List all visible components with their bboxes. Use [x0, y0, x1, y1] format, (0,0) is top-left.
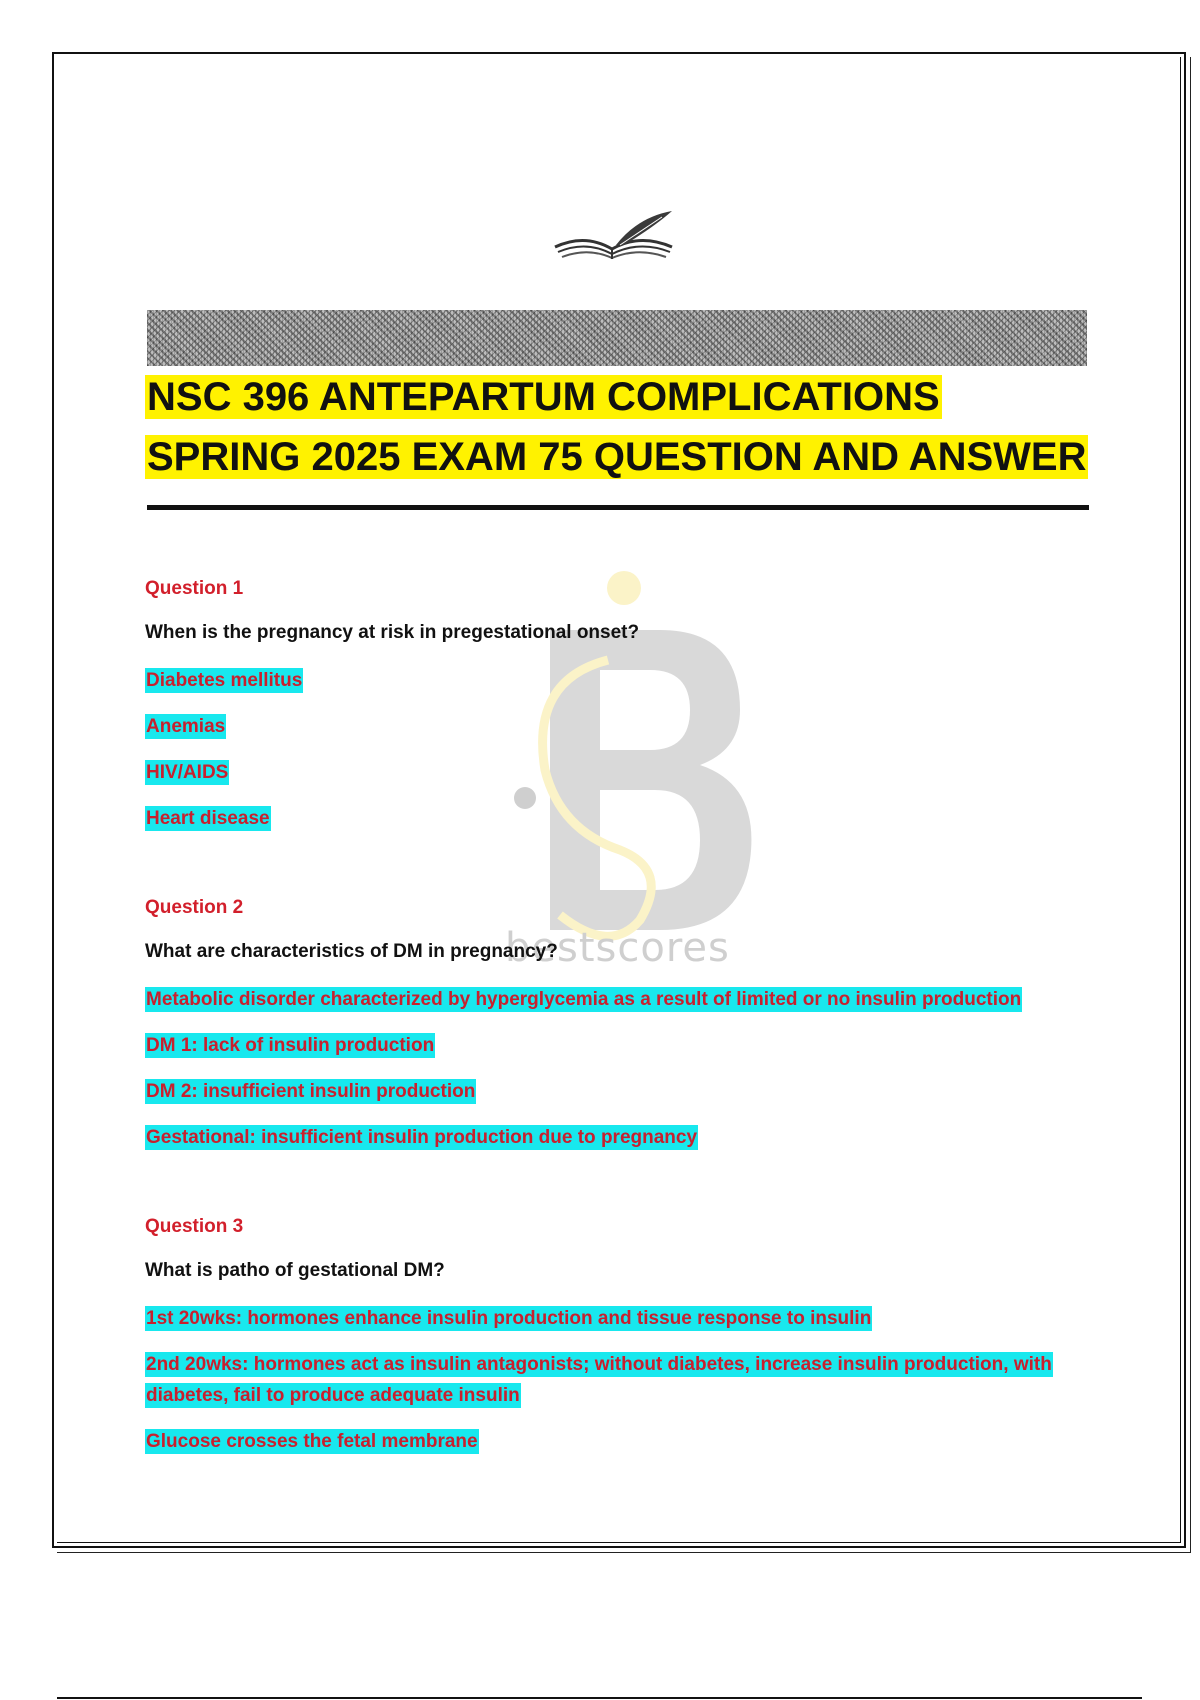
question-text: What is patho of gestational DM?: [145, 1260, 445, 1281]
title-noise-band: [147, 310, 1087, 366]
answer-list: [145, 1303, 1085, 1457]
watermark-text: bestscores: [505, 925, 730, 971]
answer-list: [145, 984, 1085, 1153]
answer-item: [145, 803, 1085, 834]
answer-text: Gestational: insufficient insulin production due to pregnancy: [146, 1127, 698, 1148]
document-title-text: NSC 396 ANTEPARTUM COMPLICATIONS SPRING 2025 EXAM 75 QUESTION AND ANSWER: [147, 375, 1087, 479]
answer-item: [145, 984, 1085, 1015]
answer-text: Diabetes mellitus: [146, 670, 303, 691]
title-divider: [147, 505, 1089, 510]
question-block-1: [145, 577, 1085, 849]
answer-item: [145, 711, 1085, 742]
footer-rule: [57, 1697, 1142, 1699]
answer-item: [145, 757, 1085, 788]
answer-text: HIV/AIDS: [146, 762, 229, 783]
document-title: [145, 367, 1095, 487]
question-label: Question 3: [145, 1216, 244, 1237]
answer-text: DM 2: insufficient insulin production: [146, 1081, 476, 1102]
answer-item: [145, 1349, 1085, 1411]
question-text: What are characteristics of DM in pregnancy?: [145, 941, 558, 962]
open-book-quill-logo: [550, 205, 680, 265]
answer-item: [145, 1426, 1085, 1457]
answer-item: [145, 1303, 1085, 1334]
answer-item: [145, 1076, 1085, 1107]
question-block-2: [145, 896, 1085, 1168]
answer-item: [145, 1030, 1085, 1061]
question-label: Question 2: [145, 897, 244, 918]
answer-text: Glucose crosses the fetal membrane: [146, 1431, 478, 1452]
answer-text: 1st 20wks: hormones enhance insulin production and tissue response to insulin: [146, 1308, 872, 1329]
question-label: Question 1: [145, 578, 244, 599]
answer-text: Metabolic disorder characterized by hyperglycemia as a result of limited or no insulin production: [146, 989, 1022, 1010]
question-text: When is the pregnancy at risk in pregestational onset?: [145, 622, 640, 643]
answer-text: 2nd 20wks: hormones act as insulin antagonists; without diabetes, increase insulin production, with diabetes, fail to produce adequate insulin: [146, 1354, 1052, 1406]
answer-item: [145, 665, 1085, 696]
answer-text: Heart disease: [146, 808, 270, 829]
answer-text: DM 1: lack of insulin production: [146, 1035, 435, 1056]
question-block-3: [145, 1215, 1085, 1472]
answer-list: [145, 665, 1085, 834]
answer-item: [145, 1122, 1085, 1153]
answer-text: Anemias: [146, 716, 226, 737]
